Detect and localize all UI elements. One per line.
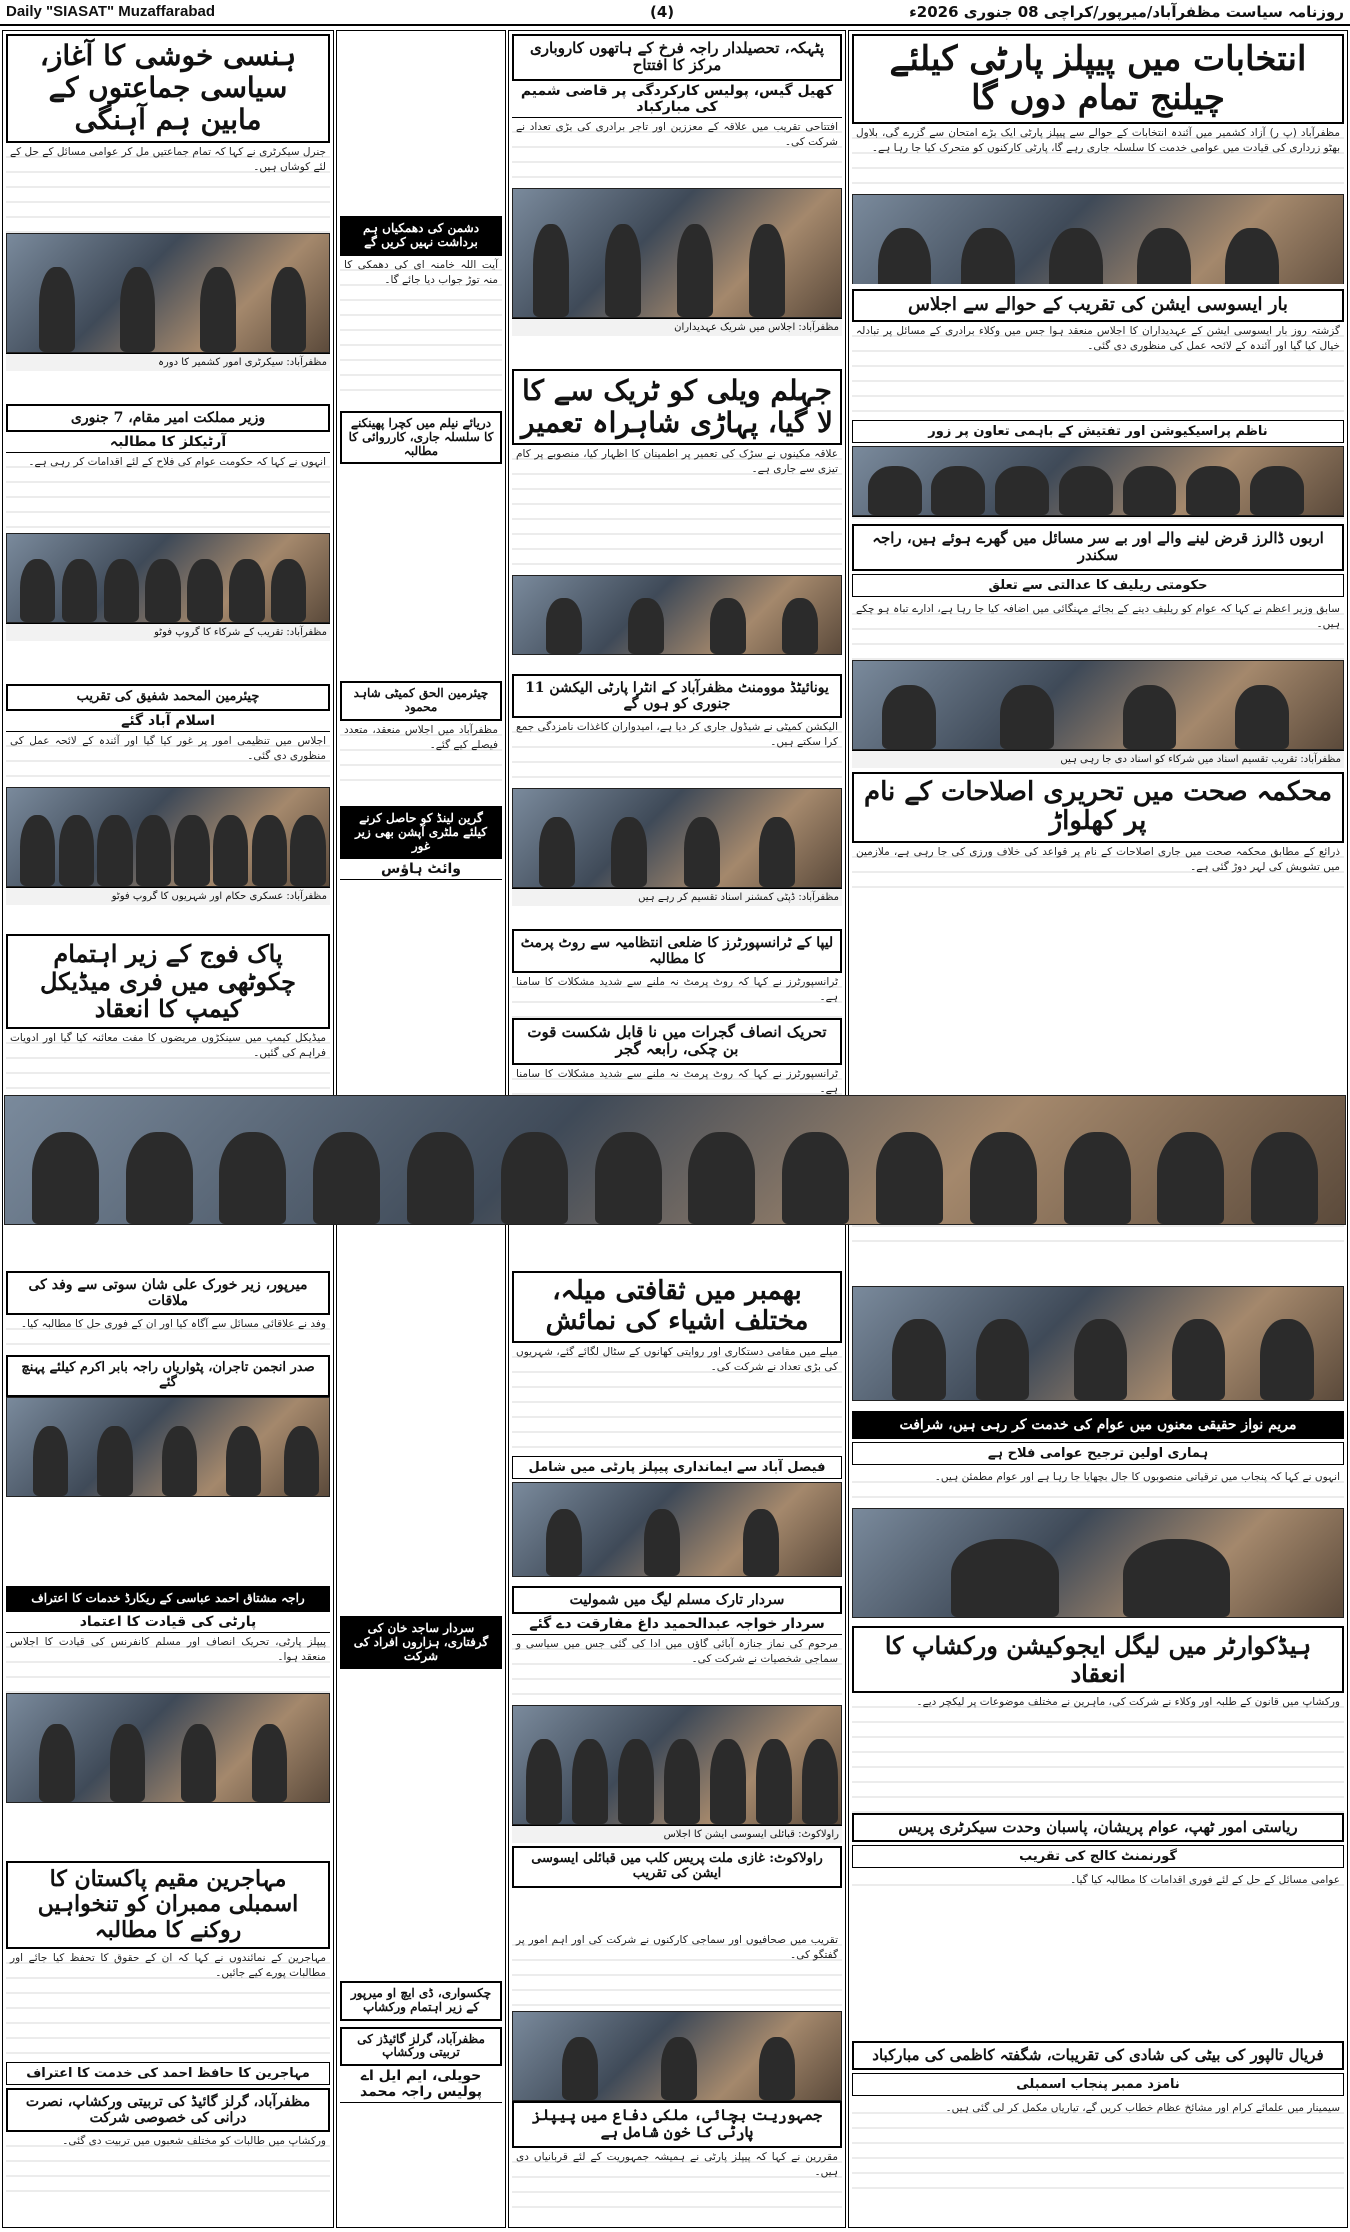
photo-strip-lower — [4, 1095, 1346, 1225]
story-headline[interactable]: مظفرآباد، گرلز گائیڈز کی تربیتی ورکشاپ — [340, 2027, 502, 2067]
story-body: انہوں نے کہا کہ پنجاب میں ترقیاتی منصوبوں کا جال بچھایا جا رہا ہے اور عوام مطمئن ہیں۔ — [852, 1468, 1344, 1508]
meeting-photo — [512, 188, 842, 318]
boxed-subhead[interactable]: گورنمنٹ کالج کی تقریب — [852, 1845, 1344, 1868]
photo-caption: مظفرآباد: تقریب کے شرکاء کا گروپ فوٹو — [6, 623, 330, 641]
meeting-photo — [6, 1693, 330, 1803]
photo-caption: مظفرآباد: ڈپٹی کمشنر اسناد تقسیم کر رہے ہیں — [512, 888, 842, 906]
story-subhead: اسلام آباد گئے — [6, 711, 330, 732]
masthead-urdu-title: روزنامہ سیاست مظفرآباد/میرپور/کراچی 08 جنوری 2026ء — [909, 3, 1344, 21]
story-headline[interactable]: میرپور، زیر خورک علی شان سوتی سے وفد کی ملاقات — [6, 1271, 330, 1315]
side-subhead[interactable]: حکومتی ریلیف کا عدالتی سے تعلق — [852, 574, 1344, 597]
story-legal-workshop — [852, 1626, 1344, 1886]
story-body: گزشتہ روز بار ایسوسی ایشن کے عہدیداران کا اجلاس منعقد ہوا جس میں وکلاء برادری کے مسائل پر تبادلہ خیال کیا گیا اور آئندہ کے لائحہ عمل کی منظوری دی گئی۔ — [852, 322, 1344, 417]
story-greenland — [340, 806, 502, 906]
certificate-photo — [512, 788, 842, 888]
story-united-movement — [512, 674, 842, 924]
story-body: مقررین نے کہا کہ پیپلز پارٹی نے ہمیشہ جمہوریت کے لئے قربانیاں دی ہیں۔ — [512, 2148, 842, 2208]
story-khamenei — [340, 216, 502, 406]
portrait-photo — [852, 1508, 1344, 1618]
story-bar-association — [852, 289, 1344, 519]
story-body: ورکشاپ میں قانون کے طلبہ اور وکلاء نے شرکت کی، ماہرین نے مختلف موضوعات پر لیکچر دیے۔ — [852, 1693, 1344, 1813]
story-headline[interactable]: پٹہکہ، تحصیلدار راجہ فرخ کے ہاتھوں کاروباری مرکز کا افتتاح — [512, 34, 842, 81]
photo-caption: مظفرآباد: عسکری حکام اور شہریوں کا گروپ فوٹو — [6, 887, 330, 905]
story-ppp-democracy — [512, 1931, 842, 2221]
story-headline[interactable]: مریم نواز حقیقی معنوں میں عوام کی خدمت کر رہی ہیں، شرافت — [852, 1411, 1344, 1439]
story-body: ٹرانسپورٹرز نے کہا کہ روٹ پرمٹ نہ ملنے سے شدید مشکلات کا سامنا ہے۔ — [512, 973, 842, 1018]
certificate-photo — [852, 660, 1344, 750]
seminar-photo-block — [852, 1286, 1344, 1406]
story-neelum-river — [340, 411, 502, 511]
story-body: میلے میں مقامی دستکاری اور روایتی کھانوں کے سٹال لگائے گئے، شہریوں کی بڑی تعداد نے شرکت کی۔ — [512, 1343, 842, 1453]
pti-gujrat-headline[interactable]: تحریک انصاف گجرات میں نا قابل شکست قوت بن چکی، رابعہ گجر — [512, 1018, 842, 1065]
story-headline[interactable]: وزیر مملکت امیر مقام، 7 جنوری — [6, 404, 330, 432]
story-headline[interactable]: بار ایسوسی ایشن کی تقریب کے حوالے سے اجلاس — [852, 289, 1344, 322]
meeting-photo — [6, 1397, 330, 1497]
story-subhead: آرٹیکلز کا مطالبہ — [6, 432, 330, 453]
story-subhead: پارٹی کی قیادت کا اعتماد — [6, 1612, 330, 1633]
photo-caption: مظفرآباد: تقریب تقسیم اسناد میں شرکاء کو اسناد دی جا رہی ہیں — [852, 750, 1344, 768]
meeting-photo — [512, 1482, 842, 1577]
photo-caption — [852, 516, 1344, 519]
story-headline[interactable]: یونائیٹڈ موومنٹ مظفرآباد کے انٹرا پارٹی الیکشن 11 جنوری کو ہوں گے — [512, 674, 842, 718]
story-body: سابق وزیر اعظم نے کہا کہ عوام کو ریلیف دینے کے بجائے مہنگائی میں اضافہ کیا جا رہا ہے، ادارے تباہ ہو چکے ہیں۔ — [852, 600, 1344, 660]
boxed-subhead[interactable]: ناظم پراسیکیوشن اور تفتیش کے باہمی تعاون پر زور — [852, 420, 1344, 443]
girl-guides-headline[interactable]: مظفرآباد، گرلز گائیڈ کی تربیتی ورکشاپ، نصرت درانی کی خصوصی شرکت — [6, 2088, 330, 2132]
story-bhimber-festival — [512, 1271, 842, 1581]
seminar-photo — [852, 1286, 1344, 1401]
story-body: علاقہ مکینوں نے سڑک کی تعمیر پر اطمینان کا اظہار کیا، منصوبے پر کام تیزی سے جاری ہے۔ — [512, 445, 842, 575]
group-photo — [852, 446, 1344, 516]
story-headline[interactable]: ہنسی خوشی کا آغاز، سیاسی جماعتوں کے مابین ہم آہنگی — [6, 34, 330, 143]
story-body: عوامی مسائل کے حل کے لئے فوری اقدامات کا مطالبہ کیا گیا۔ — [852, 1871, 1344, 1886]
photo-caption: راولاکوٹ: قبائلی ایسوسی ایشن کا اجلاس — [512, 1825, 842, 1843]
health-dept-headline[interactable]: محکمہ صحت میں تحریری اصلاحات کے نام پر کھلواڑ — [852, 772, 1344, 844]
story-headline[interactable]: گرین لینڈ کو حاصل کرنے کیلئے ملٹری آپشن بھی زیر غور — [340, 806, 502, 859]
story-workshops — [340, 1981, 502, 2211]
story-subhead: سردار خواجہ عبدالحمید داغ مفارقت دے گئے — [512, 1614, 842, 1635]
story-body: ورکشاپ میں طالبات کو مختلف شعبوں میں تربیت دی گئی۔ — [6, 2132, 330, 2192]
story-headline[interactable]: چیئرمین المحمد شفیق کی تقریب — [6, 684, 330, 711]
story-leepa-transporters — [512, 929, 842, 1119]
photo-caption: مظفرآباد: سیکرٹری امور کشمیر کا دورہ — [6, 353, 330, 371]
story-headline[interactable]: دشمن کی دھمکیاں ہم برداشت نہیں کریں گے — [340, 216, 502, 256]
story-subhead: کھیل گیس، پولیس کارکردگی پر قاضی شمیم کی مبارکباد — [512, 81, 842, 118]
story-raja-sikandar — [852, 524, 1344, 904]
story-headline[interactable]: چیئرمین الحق کمیٹی شاہد محمود — [340, 681, 502, 721]
story-subhead: وائٹ ہاؤس — [340, 859, 502, 880]
story-body: جنرل سیکرٹری نے کہا کہ تمام جماعتیں مل کر عوامی مسائل کے حل کے لئے کوشاں ہیں۔ — [6, 143, 330, 233]
story-body: تقریب میں صحافیوں اور سماجی کارکنوں نے شرکت کی اور اہم امور پر گفتگو کی۔ — [512, 1931, 842, 2011]
story-refugees — [6, 1861, 330, 2221]
story-headline[interactable]: اربوں ڈالرز قرض لینے والے اور بے سر مسائل میں گھرے ہوئے ہیں، راجہ سکندر — [852, 524, 1344, 571]
story-body: ذرائع کے مطابق محکمہ صحت میں جاری اصلاحات کے نام پر قواعد کی خلاف ورزی کی جا رہی ہے، ملازمین میں تشویش کی لہر دوڑ گئی ہے۔ — [852, 843, 1344, 898]
story-amir-muqam — [6, 404, 330, 679]
story-raja-mushtaq — [6, 1586, 330, 1856]
story-harmony — [6, 34, 330, 399]
story-headline[interactable]: فریال تالپور کی بیٹی کی شادی کی تقریبات، شگفتہ کاظمی کی مبارکباد — [852, 2041, 1344, 2070]
side-subhead[interactable]: ہماری اولین ترجیح عوامی فلاح ہے — [852, 1442, 1344, 1465]
masthead-english-title: Daily "SIASAT" Muzaffarabad — [6, 3, 215, 20]
story-body: افتتاحی تقریب میں علاقہ کے معززین اور تاجر برادری کی بڑی تعداد نے شرکت کی۔ — [512, 118, 842, 188]
story-maryam-nawaz — [852, 1411, 1344, 1621]
story-body: وفد نے علاقائی مسائل سے آگاہ کیا اور ان کے فوری حل کا مطالبہ کیا۔ — [6, 1315, 330, 1355]
story-faryal-talpur — [852, 2041, 1344, 2221]
crowd-photo — [6, 533, 330, 623]
story-headline[interactable]: ہیڈکوارٹر میں لیگل ایجوکیشن ورکشاپ کا انعقاد — [852, 1626, 1344, 1693]
story-chairman — [6, 684, 330, 929]
story-body: الیکشن کمیٹی نے شیڈول جاری کر دیا ہے، امیدواران کاغذات نامزدگی جمع کرا سکتے ہیں۔ — [512, 718, 842, 788]
army-group-photo — [6, 787, 330, 887]
story-body: ٹرانسپورٹرز نے کہا کہ روٹ پرمٹ نہ ملنے سے شدید مشکلات کا سامنا ہے۔ — [512, 1065, 842, 1115]
story-sardar-tarik — [512, 1586, 842, 1926]
meeting-photo — [6, 233, 330, 353]
story-body: پیپلز پارٹی، تحریک انصاف اور مسلم کانفرنس کی قیادت کا اجلاس منعقد ہوا۔ — [6, 1633, 330, 1693]
gathering-photo — [512, 1705, 842, 1825]
story-headline[interactable]: لیپا کے ٹرانسپورٹرز کا ضلعی انتظامیہ سے روٹ پرمٹ کا مطالبہ — [512, 929, 842, 973]
story-headline[interactable]: راجہ مشتاق احمد عباسی کے ریکارڈ خدمات کا اعتراف — [6, 1586, 330, 1612]
story-patehka — [512, 34, 842, 364]
meeting-photo — [512, 2011, 842, 2101]
story-headline[interactable]: مہاجرین مقیم پاکستان کا اسمبلی ممبران کو تنخواہیں روکنے کا مطالبہ — [6, 1861, 330, 1949]
story-haq-committee — [340, 681, 502, 801]
rawalakot-headline[interactable]: راولاکوٹ: غازی ملت پریس کلب میں قبائلی ایسوسی ایشن کی تقریب — [512, 1846, 842, 1888]
story-body: آیت اللہ خامنہ ای کی دھمکی کا منہ توڑ جواب دیا جائے گا۔ — [340, 256, 502, 396]
page-number: (4) — [650, 3, 675, 21]
lead-body: مظفرآباد (پ ر) آزاد کشمیر میں آئندہ انتخابات کے حوالے سے پیپلز پارٹی ایک بڑے امتحان سے گزرے گی، بلاول بھٹو زرداری کی قیادت میں عوامی خدمت کا سلسلہ جاری رہے گا، پارٹی کارکنوں کو متحرک کیا جا رہا ہے۔ — [852, 124, 1344, 194]
story-mirpur-delegation — [6, 1271, 330, 1581]
traders-headline[interactable]: صدر انجمن تاجران، پٹواریاں راجہ بابر اکرم کیلئے پہنچ گئے — [6, 1355, 330, 1397]
story-headline[interactable]: سردار تارک مسلم لیگ میں شمولیت — [512, 1586, 842, 1614]
lead-headline[interactable]: انتخابات میں پیپلز پارٹی کیلئے چیلنج تمام دوں گا — [852, 34, 1344, 124]
story-headline[interactable]: سردار ساجد خان کی گرفتاری، ہزاروں افراد کی شرکت — [340, 1616, 502, 1669]
boxed-subhead[interactable]: فیصل آباد سے ایمانداری پیپلز پارٹی میں شامل — [512, 1456, 842, 1479]
story-body: مرحوم کی نماز جنازہ آبائی گاؤں میں ادا کی گئی جس میں سیاسی و سماجی شخصیات نے شرکت کی۔ — [512, 1635, 842, 1705]
portraits-photo — [512, 575, 842, 655]
side-subhead[interactable]: نامزد ممبر پنجاب اسمبلی — [852, 2073, 1344, 2096]
story-body: میڈیکل کیمپ میں سینکڑوں مریضوں کا مفت معائنہ کیا گیا اور ادویات فراہم کی گئیں۔ — [6, 1029, 330, 1109]
boxed-subhead[interactable]: مہاجرین کا حافظ احمد کی خدمت کا اعتراف — [6, 2062, 330, 2085]
story-headline[interactable]: پاک فوج کے زیر اہتمام چکوٹھی میں فری میڈیکل کیمپ کا انعقاد — [6, 934, 330, 1029]
story-body: مہاجرین کے نمائندوں نے کہا کہ ان کے حقوق کا تحفظ کیا جائے اور مطالبات پورے کیے جائیں۔ — [6, 1949, 330, 2059]
story-subhead: حویلی، ایم ایل اے پولیس راجہ محمد — [340, 2066, 502, 2103]
masthead-bar — [0, 0, 1350, 26]
story-body: مظفرآباد میں اجلاس منعقد، متعدد فیصلے کیے گئے۔ — [340, 721, 502, 791]
lead-story — [852, 34, 1344, 284]
story-body: انہوں نے کہا کہ حکومت عوام کی فلاح کے لئے اقدامات کر رہی ہے۔ — [6, 453, 330, 533]
story-sardar-sajid — [340, 1616, 502, 1746]
story-headline[interactable]: چکسواری، ڈی ایچ او میرپور کے زیر اہتمام ورکشاپ — [340, 1981, 502, 2021]
story-body: اجلاس میں تنظیمی امور پر غور کیا گیا اور آئندہ کے لائحہ عمل کی منظوری دی گئی۔ — [6, 732, 330, 787]
story-headline[interactable]: جمہوریت بچائی، ملکی دفاع میں پیپلز پارٹی کا خون شامل ہے — [512, 2101, 842, 2148]
story-jhelum-valley — [512, 369, 842, 669]
story-headline[interactable]: جہلم ویلی کو ٹریک سے کا لا گیا، پہاڑی شاہراہ تعمیر — [512, 369, 842, 445]
story-headline[interactable]: دریائے نیلم میں کچرا پھینکنے کا سلسلہ جاری، کارروائی کا مطالبہ — [340, 411, 502, 464]
story-body: سیمینار میں علمائے کرام اور مشائخ عظام خطاب کریں گے، تیاریاں مکمل کر لی گئی ہیں۔ — [852, 2099, 1344, 2199]
story-headline[interactable]: بھمبر میں ثقافتی میلہ، مختلف اشیاء کی نمائش — [512, 1271, 842, 1343]
photo-caption: مظفرآباد: اجلاس میں شریک عہدیداران — [512, 318, 842, 336]
story-headline[interactable]: ریاستی امور ٹھپ، عوام پریشان، پاسبان وحدت سیکرٹری پریس — [852, 1813, 1344, 1842]
lead-photo — [852, 194, 1344, 284]
